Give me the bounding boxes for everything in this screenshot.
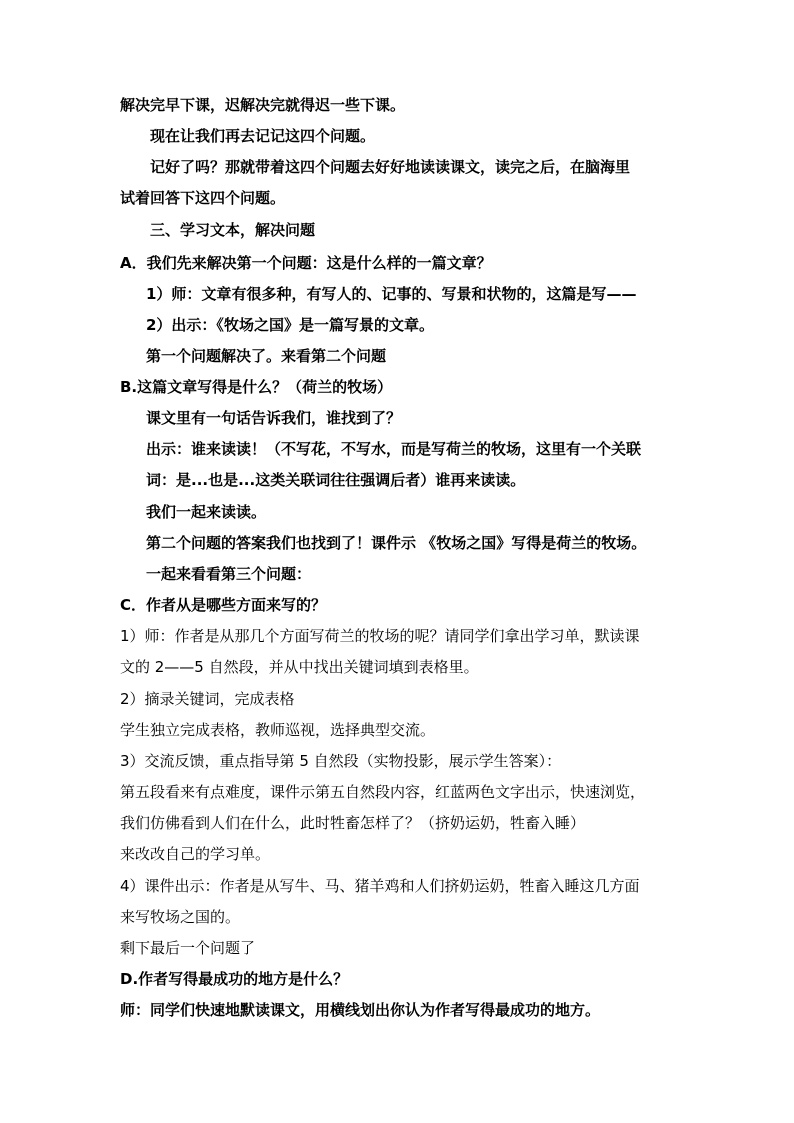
text-line: 词：是...也是...这类关联词往往强调后者）谁再来读读。 xyxy=(146,471,526,489)
text-line: 一起来看看第三个问题： xyxy=(146,565,312,583)
text-line: 2）摘录关键词，完成表格 xyxy=(120,690,295,708)
text-line: 剩下最后一个问题了 xyxy=(120,939,256,957)
text-line: 解决完早下课，迟解决完就得迟一些下课。 xyxy=(120,96,406,114)
text-line: 3）交流反馈，重点指导第 5 自然段（实物投影，展示学生答案）： xyxy=(120,752,562,770)
text-line: 我们仿佛看到人们在什么，此时牲畜怎样了？（挤奶运奶，牲畜入睡） xyxy=(120,814,586,832)
text-line: 出示：谁来读读！（不写花，不写水，而是写荷兰的牧场，这里有一个关联 xyxy=(146,440,642,458)
text-line: 第二个问题的答案我们也找到了！课件示 《牧场之国》写得是荷兰的牧场。 xyxy=(146,534,647,552)
text-line: 第一个问题解决了。来看第二个问题 xyxy=(146,347,387,365)
text-line: 来写牧场之国的。 xyxy=(120,908,241,926)
text-line: 第五段看来有点难度，课件示第五自然段内容，红蓝两色文字出示，快速浏览， xyxy=(120,783,646,801)
text-line: 来改改自己的学习单。 xyxy=(120,845,271,863)
text-line: 记好了吗？那就带着这四个问题去好好地读读课文，读完之后，在脑海里 xyxy=(150,158,631,176)
question-heading-c: C．作者从是哪些方面来写的？ xyxy=(120,596,327,614)
text-line: 1）师：文章有很多种，有写人的、记事的、写景和状物的，这篇是写—— xyxy=(146,285,637,303)
text-line: 课文里有一句话告诉我们，谁找到了？ xyxy=(146,409,402,427)
text-line: 师：同学们快速地默读课文，用横线划出你认为作者写得最成功的地方。 xyxy=(120,1001,601,1019)
text-line: 我们一起来读读。 xyxy=(146,503,267,521)
text-line: 1）师：作者是从那几个方面写荷兰的牧场的呢？请同学们拿出学习单，默读课 xyxy=(120,627,640,645)
section-heading: 三、学习文本，解决问题 xyxy=(150,221,316,239)
text-line: 文的 2——5 自然段，并从中找出关键词填到表格里。 xyxy=(120,658,479,676)
text-line: 学生独立完成表格，教师巡视，选择典型交流。 xyxy=(120,721,436,739)
question-heading-d: D.作者写得最成功的地方是什么？ xyxy=(120,970,349,988)
question-heading-b: B.这篇文章写得是什么？（荷兰的牧场） xyxy=(120,378,393,396)
question-heading-a: A．我们先来解决第一个问题：这是什么样的一篇文章？ xyxy=(120,254,492,272)
text-line: 试着回答下这四个问题。 xyxy=(120,189,286,207)
text-line: 2）出示：《牧场之国》是一篇写景的文章。 xyxy=(146,316,434,334)
text-line: 现在让我们再去记记这四个问题。 xyxy=(150,127,376,145)
text-line: 4）课件出示：作者是从写牛、马、猪羊鸡和人们挤奶运奶，牲畜入睡这几方面 xyxy=(120,877,640,895)
